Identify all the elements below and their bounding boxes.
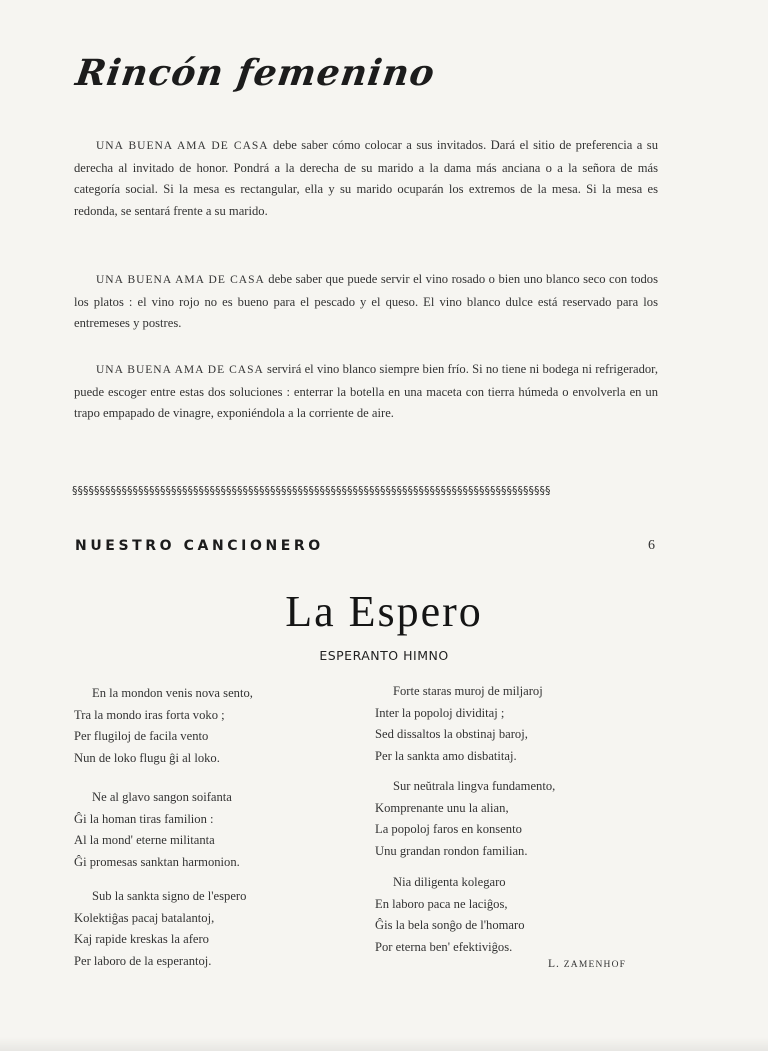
verse-line: Por eterna ben' efektiviĝos. xyxy=(375,939,513,954)
paragraph xyxy=(74,359,658,425)
paragraph-lead: UNA BUENA AMA DE CASA xyxy=(96,140,269,152)
verse-line: Ĝis la bela sonĝo de l'homaro xyxy=(375,918,525,932)
stanza xyxy=(74,683,253,769)
verse-line: Sed dissaltos la obstinaj baroj, xyxy=(375,727,528,741)
author-signature xyxy=(548,958,626,970)
song-number: 6 xyxy=(648,538,655,553)
author-initial: L. xyxy=(548,958,560,970)
verse-line: Sur neŭtrala lingva fundamento, xyxy=(393,779,556,793)
verse-line: Kolektiĝas pacaj batalantoj, xyxy=(74,910,215,925)
verse-line: Per laboro de la esperantoj. xyxy=(74,953,212,968)
page-edge-shadow xyxy=(0,1037,768,1051)
paragraph-text: debe saber cómo colocar a sus invitados. Dará el sitio de preferencia a su derecha al invitado de honor. Pondrá a la derecha de su marido a la dama más anciana o a la señora de más categoría social. Si la mesa es rectangular, ella y su marido ocuparán los extremos de la mesa. Si la mesa es redonda, se sentará frente a su marido. xyxy=(74,138,658,218)
verse-line: Al la mond' eterne militanta xyxy=(74,833,215,847)
verse-line: En laboro paca ne laciĝos, xyxy=(375,896,508,911)
paragraph-lead: UNA BUENA AMA DE CASA xyxy=(96,364,264,376)
verse-line: Per flugiloj de facila vento xyxy=(74,729,209,743)
ornamental-divider: §§§§§§§§§§§§§§§§§§§§§§§§§§§§§§§§§§§§§§§§§§§§§§§§§§§§§§§§§§§§§§§§§§§§§§§§§§§§§§§§§§§§§§§ xyxy=(72,484,551,497)
verse-line: Forte staras muroj de miljaroj xyxy=(393,684,543,698)
paragraph-text: servirá el vino blanco siempre bien frío. Si no tiene ni bodega ni refrigerador, puede escoger entre estas dos soluciones : enterrar la botella en una maceta con tierra húmeda o envolverla en un trapo empapado de vinagre, exponiéndola a la corriente de aire. xyxy=(74,362,658,420)
verse-line: Kaj rapide kreskas la afero xyxy=(74,932,209,946)
stanza xyxy=(375,776,555,862)
verse-line: Ne al glavo sangon soifanta xyxy=(92,790,232,804)
song-subtitle: ESPERANTO HIMNO xyxy=(319,648,449,663)
verse-line: Tra la mondo iras forta voko ; xyxy=(74,707,225,722)
verse-line: En la mondon venis nova sento, xyxy=(92,686,253,700)
paragraph xyxy=(74,135,658,222)
verse-line: Nun de loko flugu ĝi al loko. xyxy=(74,750,220,765)
section-title: Rincón femenino xyxy=(73,52,438,94)
paragraph-lead: UNA BUENA AMA DE CASA xyxy=(96,274,265,286)
verse-line: Inter la popoloj dividitaj ; xyxy=(375,705,505,720)
verse-line: Nia diligenta kolegaro xyxy=(393,875,506,889)
verse-line: Sub la sankta signo de l'espero xyxy=(92,889,247,903)
stanza xyxy=(375,681,543,767)
songbook-heading: NUESTRO CANCIONERO xyxy=(75,538,324,554)
song-title: La Espero xyxy=(285,587,483,636)
stanza xyxy=(375,872,525,958)
verse-line: La popoloj faros en konsento xyxy=(375,822,522,836)
verse-line: Unu grandan rondon familian. xyxy=(375,843,528,858)
stanza xyxy=(74,787,240,873)
author-name: ZAMENHOF xyxy=(563,960,627,970)
paragraph xyxy=(74,269,658,335)
verse-line: Ĝi promesas sanktan harmonion. xyxy=(74,854,240,869)
verse-line: Ĝi la homan tiras familion : xyxy=(74,811,214,826)
paragraph-text: debe saber que puede servir el vino rosado o bien uno blanco seco con todos los platos : el vino rojo no es bueno para el pescado y el queso. El vino blanco dulce está reservado para los entremeses y postres. xyxy=(74,272,658,330)
verse-line: Per la sankta amo disbatitaj. xyxy=(375,748,517,763)
stanza xyxy=(74,886,246,972)
verse-line: Komprenante unu la alian, xyxy=(375,800,509,815)
